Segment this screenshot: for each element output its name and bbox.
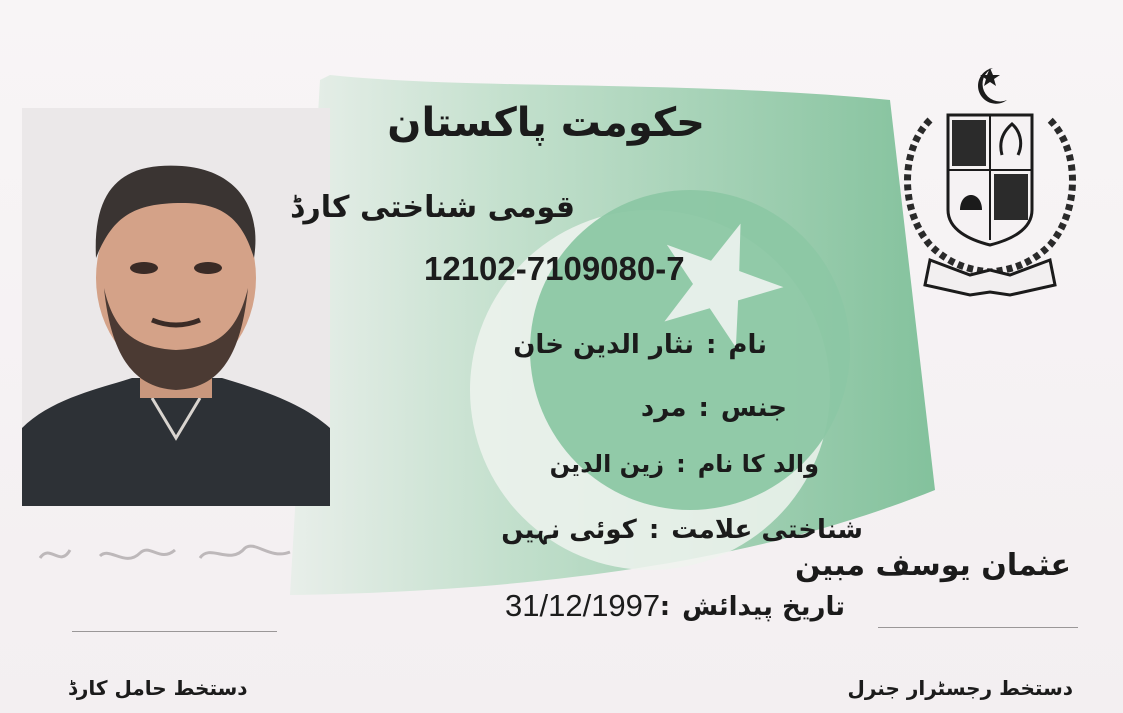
date-of-birth-label — [648, 592, 845, 622]
state-emblem-icon — [890, 60, 1090, 305]
gender-field — [641, 393, 787, 423]
identification-mark-value: کوئی نہیں — [501, 515, 637, 545]
gender-separator: : — [698, 393, 709, 423]
name-separator: : — [706, 330, 717, 360]
identification-mark-label: شناختی علامت — [671, 515, 863, 545]
date-of-birth-separator: : — [659, 592, 671, 622]
holder-signature — [30, 528, 310, 578]
identification-mark-separator: : — [648, 515, 660, 545]
date-of-birth-label-text: تاریخ پیدائش — [682, 592, 845, 622]
registrar-signature-label: دستخط رجسٹرار جنرل — [847, 676, 1073, 700]
name-value: نثار الدین خان — [513, 330, 694, 360]
holder-signature-label: دستخط حامل کارڈ — [68, 676, 248, 700]
holder-photo — [22, 108, 330, 506]
card-title: حکومت پاکستان — [387, 100, 705, 146]
name-field — [513, 330, 767, 360]
gender-label: جنس — [720, 393, 787, 423]
registrar-signature: عثمان یوسف مبین — [795, 548, 1071, 583]
gender-value: مرد — [640, 393, 687, 423]
father-name-field — [550, 450, 819, 478]
father-name-label: والد کا نام — [697, 450, 819, 478]
father-name-separator: : — [676, 450, 686, 478]
card-subtitle: قومی شناختی کارڈ — [290, 190, 575, 225]
name-label: نام — [728, 330, 767, 360]
identification-mark-field — [501, 515, 863, 545]
father-name-value: زین الدین — [549, 450, 665, 478]
identity-number: 12102-7109080-7 — [424, 250, 685, 287]
registrar-signature-line — [878, 627, 1078, 628]
holder-signature-line — [72, 631, 277, 632]
date-of-birth-value: 31/12/1997 — [505, 588, 661, 623]
